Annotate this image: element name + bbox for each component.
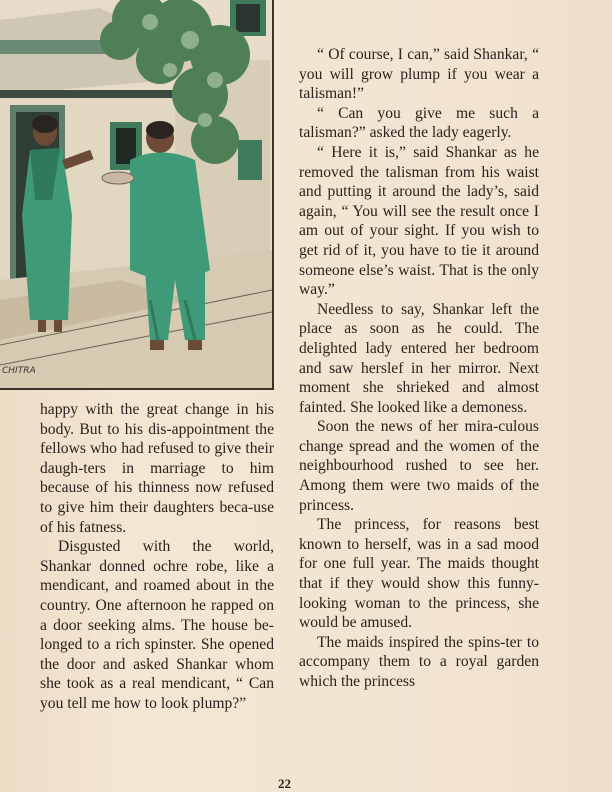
- paragraph: The princess, for reasons best known to herself, was in a sad mood for one full year. The maids thought that if they would show this funny-looking woman to the princess, she would be amused.: [299, 516, 539, 632]
- story-illustration: [0, 0, 274, 390]
- left-column: [40, 400, 274, 714]
- paragraph: “ Can you give me such a talisman?” asked the lady eagerly.: [299, 104, 539, 142]
- page-number: 22: [278, 776, 291, 791]
- paragraph: Needless to say, Shankar left the place as soon as he could. The delighted lady entered her bedroom and saw herslef in her mirror. Next moment she shrieked and almost fainted. She looked like a demoness.: [299, 300, 539, 416]
- illustration-drawing: [0, 0, 272, 388]
- paragraph: Soon the news of her mira-culous change spread and the women of the neighbourhood rushed to see her. Among them were two maids of the princess.: [299, 418, 539, 514]
- paragraph: “ Here it is,” said Shankar as he removed the talisman from his waist and putting it around the lady’s, said again, “ You will see the result once I am out of your sight. If you wish to get rid of it, you have to tie it around someone else’s waist. That is the only way.”: [299, 143, 539, 299]
- paragraph: happy with the great change in his body. But to his dis-appointment the fellows who had refused to give their daugh-ters in marriage to him because of his thinness now refused to give him their daughters beca-use of his fatness.: [40, 401, 274, 536]
- paragraph: Disgusted with the world, Shankar donned ochre robe, like a mendicant, and roamed about in the country. One afternoon he rapped on a door seeking alms. The house be-longed to a rich spinster. She opened the door and asked Shankar whom she took as a real mendicant, “ Can you tell me how to look plump?”: [40, 538, 274, 712]
- paragraph: “ Of course, I can,” said Shankar, “ you will grow plump if you wear a talisman!”: [299, 46, 539, 103]
- paragraph: The maids inspired the spins-ter to accompany them to a royal garden which the princess: [299, 633, 539, 690]
- artist-signature: CHITRA: [2, 366, 36, 376]
- right-column: [299, 45, 539, 692]
